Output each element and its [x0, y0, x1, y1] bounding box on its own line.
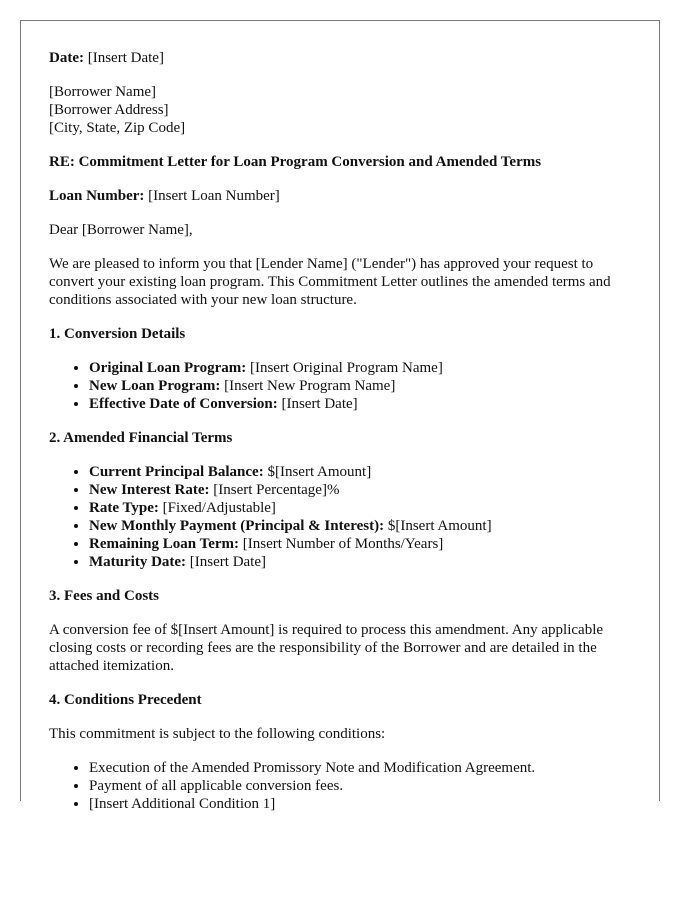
fees-paragraph: A conversion fee of $[Insert Amount] is required to process this amendment. Any applicable closing costs or recording fees are the responsibility of the Borrower and are detailed in the attached itemization. [49, 622, 604, 674]
item-value: [Insert New Program Name] [224, 378, 396, 394]
list-item [89, 377, 631, 395]
item-label: Rate Type: [89, 500, 159, 516]
loan-number-line [49, 187, 631, 205]
item-value: $[Insert Amount] [387, 518, 492, 534]
item-label: Maturity Date: [89, 554, 187, 570]
borrower-address: [Borrower Address] [49, 102, 169, 118]
list-item [89, 517, 631, 535]
conversion-heading: 1. Conversion Details [49, 326, 186, 342]
intro-paragraph: We are pleased to inform you that [Lender Name] ("Lender") has approved your request to convert your existing loan program. This Commitment Letter outlines the amended terms and conditions associated with your new loan structure. [49, 256, 611, 308]
conversion-list [49, 359, 631, 413]
list-item [89, 481, 631, 499]
item-label: New Interest Rate: [89, 482, 210, 498]
date-label: Date: [49, 50, 84, 66]
loan-number-value: [Insert Loan Number] [148, 188, 280, 204]
borrower-address-block [49, 83, 631, 137]
item-value: $[Insert Amount] [267, 464, 372, 480]
item-value: [Fixed/Adjustable] [162, 500, 276, 516]
financial-list [49, 463, 631, 571]
date-line [49, 49, 631, 67]
letter-content [21, 21, 659, 813]
salutation: Dear [Borrower Name], [49, 222, 193, 238]
borrower-name: [Borrower Name] [49, 84, 157, 100]
financial-heading: 2. Amended Financial Terms [49, 430, 233, 446]
list-item [89, 463, 631, 481]
item-value: [Insert Date] [189, 554, 267, 570]
item-value: [Insert Number of Months/Years] [242, 536, 444, 552]
list-item [89, 395, 631, 413]
conditions-heading: 4. Conditions Precedent [49, 692, 202, 708]
conditions-list [49, 759, 631, 813]
item-value: [Insert Date] [281, 396, 358, 412]
list-item: • Payment of all applicable conversion fees. [89, 777, 631, 795]
list-item [89, 553, 631, 571]
item-label: Effective Date of Conversion: [89, 396, 278, 412]
list-item [89, 359, 631, 377]
loan-number-label: Loan Number: [49, 188, 145, 204]
item-label: New Monthly Payment (Principal & Interest): [89, 518, 385, 534]
fees-heading: 3. Fees and Costs [49, 588, 160, 604]
item-label: New Loan Program: [89, 378, 221, 394]
list-item: • [Insert Additional Condition 1] [89, 795, 631, 813]
subject-text: RE: Commitment Letter for Loan Program Conversion and Amended Terms [49, 154, 542, 170]
subject-line [49, 153, 631, 171]
list-item [89, 499, 631, 517]
date-value: [Insert Date] [87, 50, 164, 66]
letter-page [20, 20, 660, 812]
borrower-city: [City, State, Zip Code] [49, 120, 186, 136]
item-label: Remaining Loan Term: [89, 536, 240, 552]
item-value: [Insert Percentage]% [213, 482, 340, 498]
list-item: • Execution of the Amended Promissory Note and Modification Agreement. [89, 759, 631, 777]
list-item [89, 535, 631, 553]
conditions-intro: This commitment is subject to the following conditions: [49, 726, 386, 742]
item-label: Current Principal Balance: [89, 464, 264, 480]
item-label: Original Loan Program: [89, 360, 247, 376]
item-value: [Insert Original Program Name] [249, 360, 443, 376]
